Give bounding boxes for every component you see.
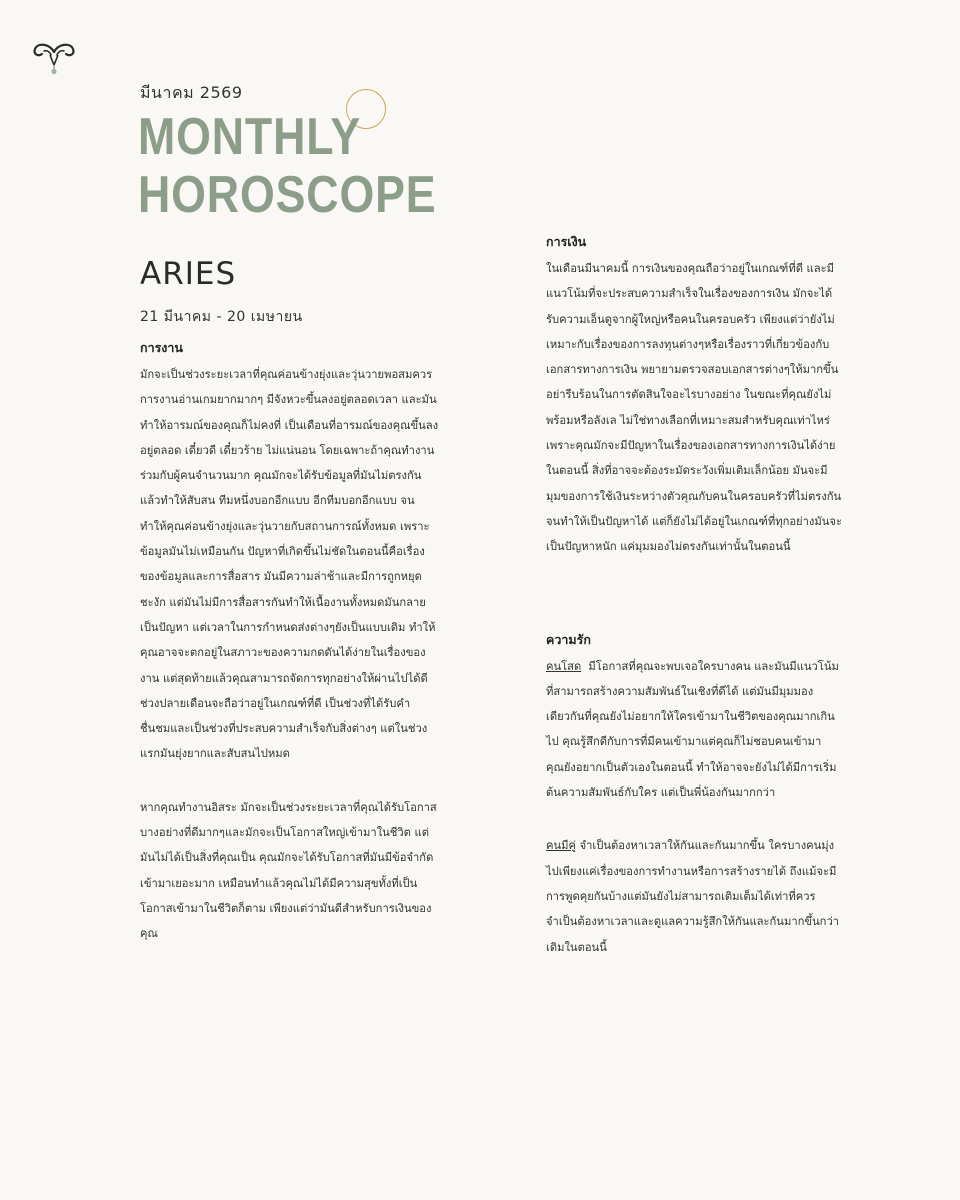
- title-line-1: MONTHLY: [138, 108, 362, 166]
- title-line-2: HOROSCOPE: [138, 166, 437, 224]
- love-couple-paragraph: [546, 833, 842, 959]
- date-range: 21 มีนาคม - 20 เมษายน: [140, 309, 303, 325]
- spacer: [546, 805, 842, 833]
- love-single-paragraph: [546, 654, 842, 806]
- love-heading: ความรัก: [546, 631, 591, 647]
- page-title: [138, 108, 436, 224]
- couple-label: คนมีคู่: [546, 839, 576, 853]
- couple-text: จำเป็นต้องหาเวลาให้กันและกันมากขึ้น ใครบางคนมุ่งไปเพียงแค่เรื่องของการทำงานหรือการสร้างรายได้ ถึงแม้จะมีการพูดคุยกันบ้างแต่มันยังไม่สามารถเติมเต็มได้เท่าที่ควร จำเป็นต้องหาเวลาและดูแลความรู้สึกให้กันและกันมากขึ้นกว่าเดิมในตอนนี้: [546, 839, 840, 954]
- finance-paragraph: ในเดือนมีนาคมนี้ การเงินของคุณถือว่าอยู่ในเกณฑ์ที่ดี และมีแนวโน้มที่จะประสบความสำเร็จในเรื่องของการเงิน มักจะได้รับความเอ็นดูจากผู้ใหญ่หรือคนในครอบครัว เพียงแต่ว่ายังไม่เหมาะกับเรื่องของการลงทุนต่างๆหรือเรื่องราวที่เกี่ยวข้องกับเอกสารทางการเงิน พยายามตรวจสอบเอกสารต่างๆให้มากขึ้น อย่ารีบร้อนในการตัดสินใจอะไรบางอย่าง ในขณะที่คุณยังไม่พร้อมหรือลังเล ไม่ใช่ทางเลือกที่เหมาะสมสำหรับคุณเท่าไหร่ เพราะคุณมักจะมีปัญหาในเรื่องของเอกสารทางการเงินได้ง่ายในตอนนี้ สิ่งที่อาจจะต้องระมัดระวังเพิ่มเติมเล็กน้อย มันจะมีมุมของการใช้เงินระหว่างตัวคุณกับคนในครอบครัวที่ไม่ตรงกันจนทำให้เป็นปัญหาได้ แต่ก็ยังไม่ได้อยู่ในเกณฑ์ที่ทุกอย่างมันจะเป็นปัญหาหนัก แค่มุมมองไม่ตรงกันเท่านั้นในตอนนี้: [546, 262, 842, 554]
- finance-heading: การเงิน: [546, 234, 587, 249]
- single-text: มีโอกาสที่คุณจะพบเจอใครบางคน และมันมีแนวโน้มที่สามารถสร้างความสัมพันธ์ในเชิงที่ดีได้ แต่มันมีมุมมองเดียวกันที่คุณยังไม่อยากให้ใครเข้ามาในชีวิตของคุณมากเกินไป คุณรู้สึกดีกับการที่มีคนเข้ามาแต่คุณก็ไม่ชอบคนเข้ามา คุณยังอยากเป็นตัวเองในตอนนี้ ทำให้อาจจะยังไม่ได้มีการเริ่มต้นความสัมพันธ์กับใคร แต่เป็นพี่น้องกันมากกว่า: [546, 659, 839, 800]
- month-year: มีนาคม 2569: [140, 83, 243, 102]
- aries-ram-icon: [30, 38, 78, 78]
- left-column: [140, 338, 440, 947]
- spacer: [546, 560, 842, 630]
- single-label: คนโสด: [546, 659, 582, 673]
- spacer: [140, 767, 440, 795]
- work-heading: การงาน: [140, 340, 183, 355]
- work-paragraph-2: หากคุณทำงานอิสระ มักจะเป็นช่วงระยะเวลาที่คุณได้รับโอกาสบางอย่างที่ดีมากๆและมักจะเป็นโอกาสใหญ่เข้ามาในชีวิต แต่มันไม่ได้เป็นสิ่งที่คุณเป็น คุณมักจะได้รับโอกาสที่มันมีข้อจำกัดเข้ามาเยอะมาก เหมือนทำแล้วคุณไม่ได้มีความสุขทั้งที่เป็นโอกาสเข้ามาในชีวิตก็ตาม เพียงแต่ว่ามันดีสำหรับการเงินของคุณ: [140, 800, 437, 941]
- zodiac-sign: ARIES: [140, 256, 237, 292]
- right-column: [546, 232, 842, 960]
- work-paragraph-1: มักจะเป็นช่วงระยะเวลาที่คุณค่อนข้างยุ่งและวุ่นวายพอสมควร การงานอ่านเกมยากมากๆ มีจังหวะขึ้นลงอยู่ตลอดเวลา และมันทำให้อารมณ์ของคุณก็ไม่คงที่ เป็นเดือนที่อารมณ์ของคุณขึ้นลงอยู่ตลอด เดี๋ยวดี เดี๋ยวร้าย ไม่แน่นอน โดยเฉพาะถ้าคุณทำงานร่วมกับผู้คนจำนวนมาก คุณมักจะได้รับข้อมูลที่มันไม่ตรงกันแล้วทำให้สับสน ทีมหนึ่งบอกอีกแบบ อีกทีมบอกอีกแบบ จนทำให้คุณค่อนข้างยุ่งและวุ่นวายกับสถานการณ์ทั้งหมด เพราะข้อมูลมันไม่เหมือนกัน ปัญหาที่เกิดขึ้นไม่ชัดในตอนนี้คือเรื่องของข้อมูลและการสื่อสาร มันมีความล่าช้าและมีการถูกหยุดชะงัก แต่มันไม่มีการสื่อสารกันทำให้เนื้องานทั้งหมดมันกลายเป็นปัญหา แต่เวลาในการกำหนดส่งต่างๆยังเป็นแบบเดิม ทำให้คุณอาจจะตกอยู่ในสภาวะของความกดดันได้ง่ายในเรื่องของงาน แต่สุดท้ายแล้วคุณสามารถจัดการทุกอย่างให้ผ่านไปได้ดี ช่วงปลายเดือนจะถือว่าอยู่ในเกณฑ์ที่ดี เป็นช่วงที่ได้รับคำชื่นชมและเป็นช่วงที่ประสบความสำเร็จกับสิ่งต่างๆ แต่ในช่วงแรกมันยุ่งยากและสับสนไปหมด: [140, 368, 439, 761]
